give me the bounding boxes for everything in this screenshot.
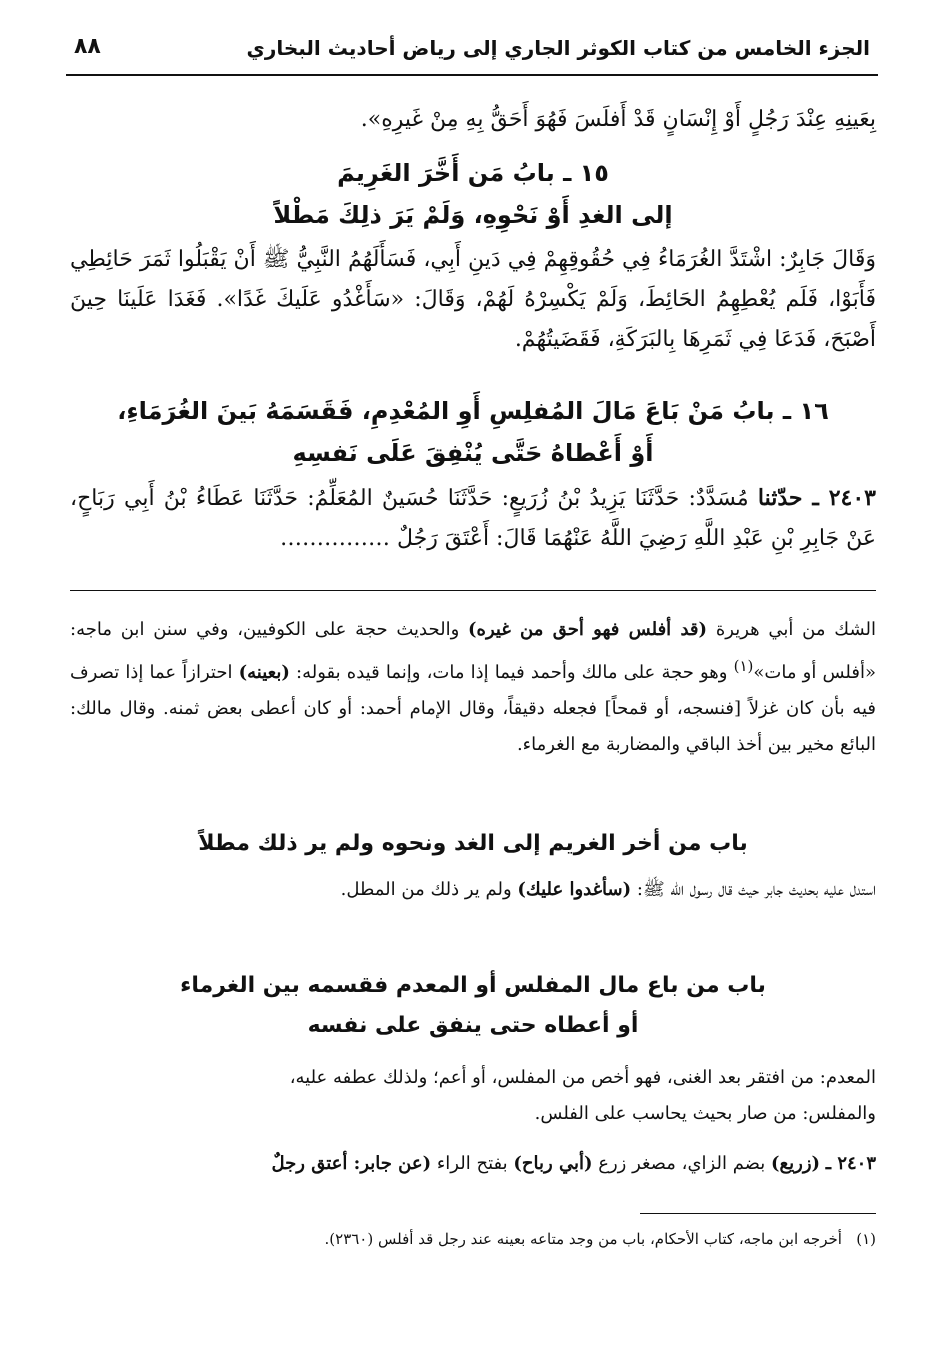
commentary-text: والحديث حجة على الكوفيين، وفي سنن ابن ماجه: «أفلس أو مات»	[70, 619, 876, 683]
chapter-15-heading	[70, 152, 876, 236]
commentary-heading-2-line1: باب من باع مال المفلس أو المعدم فقسمه بين الغرماء	[180, 973, 766, 998]
footnote-reference: (١)	[733, 657, 754, 675]
commentary-text: ولم ير ذلك من المطل.	[340, 879, 512, 900]
quoted-phrase: (بعينه)	[238, 662, 290, 683]
hadith-continuation: بِعَينِهِ عِنْدَ رَجُلٍ أَوْ إِنْسَانٍ قَدْ أَفلَسَ فَهُوَ أَحَقُّ بِهِ مِنْ غَيرِهِ».	[360, 107, 876, 132]
chapter-16-heading-line2: أَوْ أَعْطاهُ حَتَّى يُنْفِقَ عَلَى نَفسِهِ	[292, 439, 654, 467]
commentary-text: وهو حجة على مالك وأحمد فيما إذا مات، وإنما قيده بقوله:	[296, 662, 728, 683]
page-number: ٨٨	[74, 34, 101, 59]
commentary-text: الشك من أبي هريرة	[715, 619, 876, 640]
commentary-paragraph-2	[70, 872, 876, 908]
hadith-2403-text: مُسَدَّدٌ: حَدَّثَنَا يَزِيدُ بْنُ زُرَيعٍ: حَدَّثَنَا حُسَينٌ المُعَلِّمُ: حَدَّثَنَا عَطَاءُ بْنُ أَبِي رَبَاحٍ، عَنْ جَابِرِ بْنِ عَبْدِ اللَّهِ رَضِيَ اللَّهُ عَنْهُمَا قَالَ: أَعْتَقَ رَجُلٌ ……………	[70, 486, 876, 551]
footnote	[70, 1226, 876, 1252]
chapter-15-heading-line1: ١٥ ـ بابُ مَن أَخَّرَ الغَرِيمَ	[337, 159, 609, 187]
footnote-marker: (١)	[856, 1230, 876, 1248]
commentary-heading-2	[70, 966, 876, 1046]
chapter-15-text: وَقَالَ جَابِرٌ: اشْتَدَّ الغُرَمَاءُ فِي حُقُوقِهِمْ فِي دَينِ أَبِي، فَسَأَلَهُمُ النَّبِيُّ ﷺ أَنْ يَقْبَلُوا ثَمَرَ حَائِطِي فَأَبَوْا، فَلَم يُعْطِهِمُ الحَائِطَ، وَلَمْ يَكْسِرْهُ لَهُمْ، وَقَالَ: «سَأَغْدُو عَلَيكَ غَدًا». فَغَدَا عَلَينَا حِينَ أَصْبَحَ، فَدَعَا فِي ثَمَرِهَا بِالبَرَكَةِ، فَقَضَيتُهُمْ.	[70, 247, 876, 352]
quoted-phrase: (أبي رباح)	[513, 1153, 593, 1174]
main-text-divider	[70, 590, 876, 591]
chapter-16-heading	[70, 390, 876, 474]
header-title: الجزء الخامس من كتاب الكوثر الجاري إلى رياض أحاديث البخاري	[246, 36, 870, 60]
running-header	[66, 30, 878, 76]
quoted-phrase: (قد أفلس فهو أحق من غيره)	[468, 619, 708, 640]
definition-muflis: والمفلس: من صار بحيث يحاسب على الفلس.	[534, 1103, 876, 1124]
commentary-text: احترازاً عما إذا تصرف فيه بأن كان غزلاً [فنسجه، أو قمحاً] فجعله دقيقاً، وقال الإمام أحمد: أو كان أعطى بعض ثمنه. وقال مالك: البائع مخير بين أخذ الباقي والمضاربة مع الغرماء.	[70, 662, 876, 755]
quoted-phrase: (زريع)	[771, 1153, 821, 1174]
commentary-text: استدل عليه بحديث جابر حيث قال رسول الله ﷺ:	[636, 879, 876, 900]
commentary-heading-1: باب من أخر الغريم إلى الغد ونحوه ولم ير ذلك مطلاً	[198, 831, 748, 856]
commentary-paragraph-4	[70, 1146, 876, 1182]
commentary-paragraph-1	[70, 612, 876, 763]
commentary-text: بضم الزاي، مصغر زرع	[598, 1153, 766, 1174]
hadith-2403	[70, 478, 876, 559]
chapter-16-heading-line1: ١٦ ـ بابُ مَنْ بَاعَ مَالَ المُفلِسِ أَوِ المُعْدِمِ، فَقَسَمَهُ بَينَ الغُرَمَاءِ،	[117, 397, 829, 425]
definition-mudim: المعدم: من افتقر بعد الغنى، فهو أخص من المفلس، أو أعم؛ ولذلك عطفه عليه،	[289, 1067, 876, 1088]
footnote-divider	[640, 1213, 876, 1214]
quoted-phrase: (سأغدوا عليك)	[517, 879, 632, 900]
commentary-text: بفتح الراء	[436, 1153, 508, 1174]
chapter-15-heading-line2: إلى الغدِ أَوْ نَحْوِهِ، وَلَمْ يَرَ ذلِكَ مَطْلاً	[273, 201, 673, 229]
hadith-number: ٢٤٠٣ ـ	[825, 1153, 876, 1174]
commentary-heading-2-line2: أو أعطاه حتى ينفق على نفسه	[307, 1013, 639, 1038]
footnote-text: أخرجه ابن ماجه، كتاب الأحكام، باب من وجد متاعه بعينه عند رجل قد أفلس (٢٣٦٠).	[324, 1230, 842, 1248]
hadith-2403-number: ٢٤٠٣ ـ حدّثنا	[757, 485, 876, 511]
commentary-paragraph-3	[70, 1060, 876, 1132]
quoted-phrase: (عن جابر: أعتق رجلٌ	[271, 1153, 432, 1174]
